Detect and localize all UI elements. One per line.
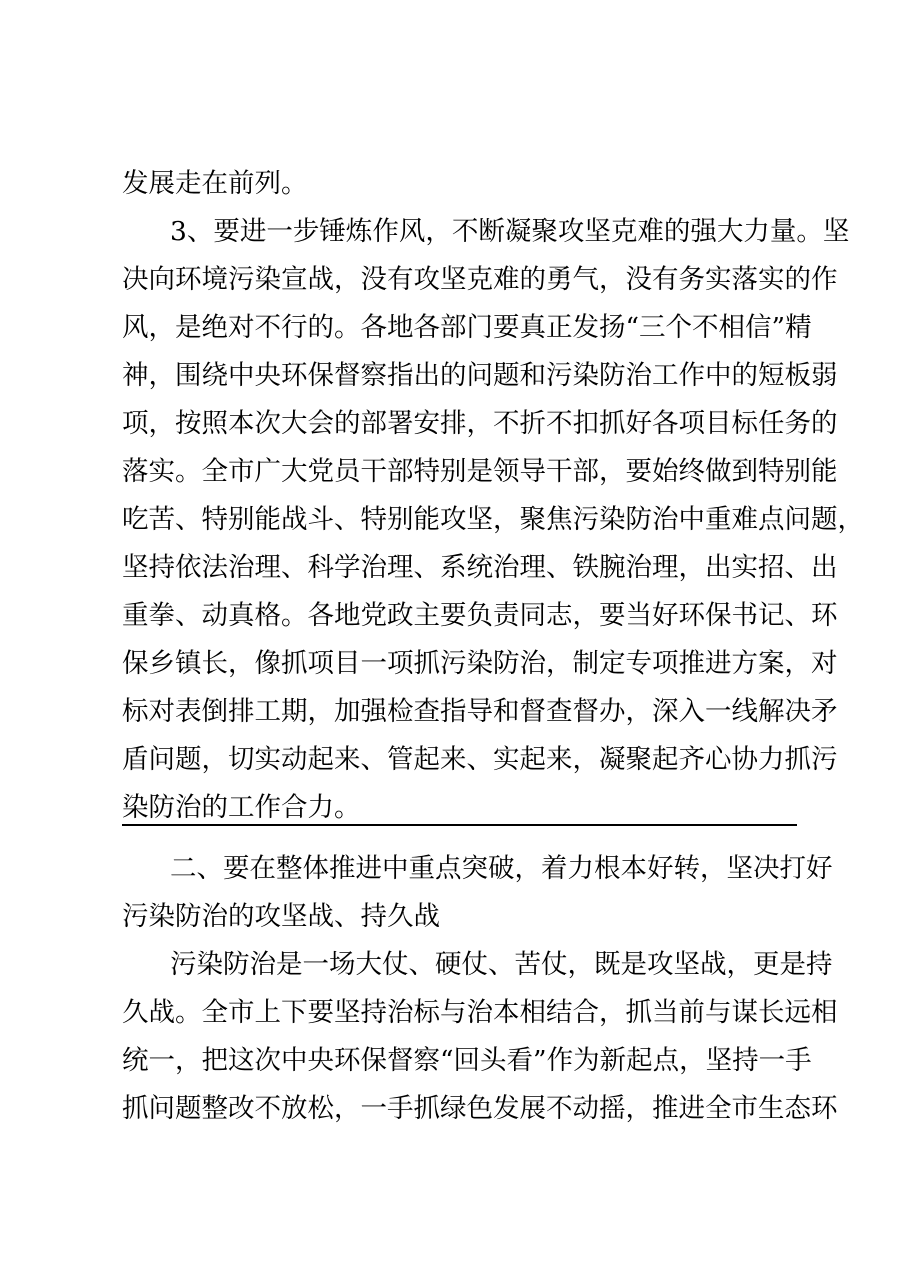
- text-line: 决向环境污染宣战，没有攻坚克难的勇气，没有务实落实的作: [122, 264, 838, 295]
- text-line: 盾问题，切实动起来、管起来、实起来，凝聚起齐心协力抓污: [122, 744, 838, 775]
- text-line: 坚持依法治理、科学治理、系统治理、铁腕治理，出实招、出: [122, 552, 838, 583]
- body-text-section-2: [122, 845, 838, 1133]
- text-line: 标对表倒排工期，加强检查指导和督查督办，深入一线解决矛: [122, 696, 838, 727]
- text-line: 重拳、动真格。各地党政主要负责同志，要当好环保书记、环: [122, 600, 838, 631]
- text-line: 统一，把这次中央环保督察“回头看”作为新起点，坚持一手: [122, 1045, 812, 1076]
- text-line: 发展走在前列。: [122, 168, 308, 199]
- text-line: 吃苦、特别能战斗、特别能攻坚，聚焦污染防治中重难点问题，: [122, 504, 864, 535]
- text-line: 项，按照本次大会的部署安排，不折不扣抓好各项目标任务的: [122, 408, 838, 439]
- text-line: 落实。全市广大党员干部特别是领导干部，要始终做到特别能: [122, 456, 838, 487]
- section-heading-line: 污染防治的攻坚战、持久战: [122, 901, 440, 932]
- text-line: 抓问题整改不放松，一手抓绿色发展不动摇，推进全市生态环: [122, 1093, 838, 1124]
- body-text-section-1: [122, 160, 864, 832]
- text-line: 染防治的工作合力。: [122, 792, 361, 823]
- section-heading-line: 二、要在整体推进中重点突破，着力根本好转，坚决打好: [170, 853, 833, 884]
- text-line: 污染防治是一场大仗、硬仗、苦仗，既是攻坚战，更是持: [170, 949, 833, 980]
- horizontal-divider: [122, 824, 797, 826]
- text-line: 保乡镇长，像抓项目一项抓污染防治，制定专项推进方案，对: [122, 648, 838, 679]
- text-line: 久战。全市上下要坚持治标与治本相结合，抓当前与谋长远相: [122, 997, 838, 1028]
- text-line: 3、要进一步锤炼作风，不断凝聚攻坚克难的强大力量。坚: [170, 216, 850, 247]
- text-line: 风，是绝对不行的。各地各部门要真正发扬“三个不相信”精: [122, 312, 812, 343]
- text-line: 神，围绕中央环保督察指出的问题和污染防治工作中的短板弱: [122, 360, 838, 391]
